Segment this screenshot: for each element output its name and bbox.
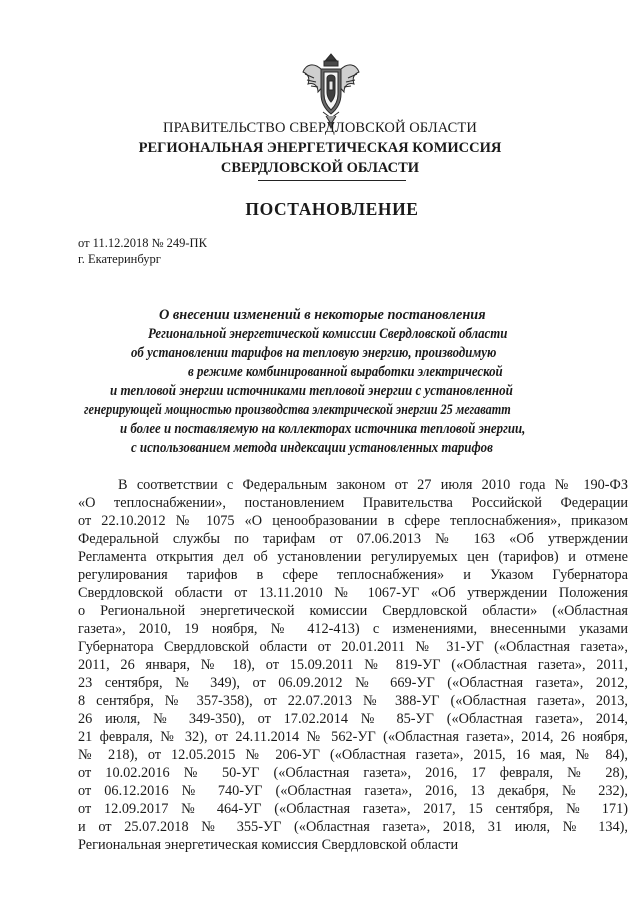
body-line: и от 25.07.2018 № 355-УГ («Областная газета», 2018, 31 июля, № 134), — [78, 819, 628, 835]
subject-line: и тепловой энергии источниками тепловой энергии с установленной — [110, 383, 513, 399]
commission-name: РЕГИОНАЛЬНАЯ ЭНЕРГЕТИЧЕСКАЯ КОМИССИЯ — [138, 140, 502, 156]
subject-line: в режиме комбинированной выработки электрической — [188, 364, 503, 380]
body-line: № 218), от 12.05.2015 № 206-УГ («Областная газета», 2015, 16 мая, № 84), — [78, 747, 628, 763]
document-date-number: от 11.12.2018 № 249-ПК — [78, 236, 207, 250]
subject-line: с использованием метода индексации установленных тарифов — [131, 440, 493, 456]
body-line: от 10.02.2016 № 50-УГ («Областная газета», 2016, 17 февраля, № 28), — [78, 765, 628, 781]
header-divider — [258, 180, 406, 181]
body-line: В соответствии с Федеральным законом от 27 июля 2010 года № 190-ФЗ — [118, 477, 628, 493]
subject-line: и более и поставляемую на коллекторах источника тепловой энергии, — [120, 421, 526, 437]
body-line: Регламента открытия дел об установлении регулируемых цен (тарифов) и отмене — [78, 549, 628, 565]
body-line: Свердловской области от 13.11.2010 № 1067-УГ «Об утверждении Положения — [78, 585, 628, 601]
document-city: г. Екатеринбург — [78, 252, 161, 266]
body-line: 2011, 26 января, № 18), от 15.09.2011 № 819-УГ («Областная газета», 2011, — [78, 657, 628, 673]
document-type-title: ПОСТАНОВЛЕНИЕ — [245, 199, 419, 219]
body-line: от 22.10.2012 № 1075 «О ценообразовании в сфере теплоснабжения», приказом — [78, 513, 628, 529]
body-line: от 06.12.2016 № 740-УГ («Областная газета», 2016, 13 декабря, № 232), — [78, 783, 628, 799]
body-line: 23 сентября, № 349), от 06.09.2012 № 669-УГ («Областная газета», 2012, — [78, 675, 628, 691]
commission-region: СВЕРДЛОВСКОЙ ОБЛАСТИ — [220, 160, 420, 176]
coat-of-arms-emblem — [300, 52, 362, 130]
subject-line: генерирующей мощностью производства электрической энергии 25 мегаватт — [84, 402, 511, 418]
subject-line: об установлении тарифов на тепловую энергию, производимую — [131, 345, 497, 361]
subject-line: Региональной энергетической комиссии Свердловской области — [148, 326, 508, 342]
body-line: Федеральной службы по тарифам от 07.06.2013 № 163 «Об утверждении — [78, 531, 628, 547]
body-line: от 12.09.2017 № 464-УГ («Областная газета», 2017, 15 сентября, № 171) — [78, 801, 628, 817]
body-line: газета», 2010, 19 ноября, № 412-413) с изменениями, внесенными указами — [78, 621, 628, 637]
body-line: 26 июля, № 349-350), от 17.02.2014 № 85-УГ («Областная газета», 2014, — [78, 711, 628, 727]
body-line: регулирования тарифов в сфере теплоснабжения» и Указом Губернатора — [78, 567, 628, 583]
body-line: Губернатора Свердловской области от 20.01.2011 № 31-УГ («Областная газета», — [78, 639, 628, 655]
body-line: 8 сентября, № 357-358), от 22.07.2013 № 388-УГ («Областная газета», 2013, — [78, 693, 628, 709]
org-name: ПРАВИТЕЛЬСТВО СВЕРДЛОВСКОЙ ОБЛАСТИ — [163, 120, 477, 136]
body-line: 21 февраля, № 32), от 24.11.2014 № 562-УГ («Областная газета», 2014, 26 ноября, — [78, 729, 628, 745]
body-line: «О теплоснабжении», постановлением Правительства Российской Федерации — [78, 495, 628, 511]
body-line: Региональная энергетическая комиссия Свердловской области — [78, 837, 459, 853]
subject-line: О внесении изменений в некоторые постановления — [159, 307, 486, 323]
body-line: о Региональной энергетической комиссии Свердловской области» («Областная — [78, 603, 628, 619]
